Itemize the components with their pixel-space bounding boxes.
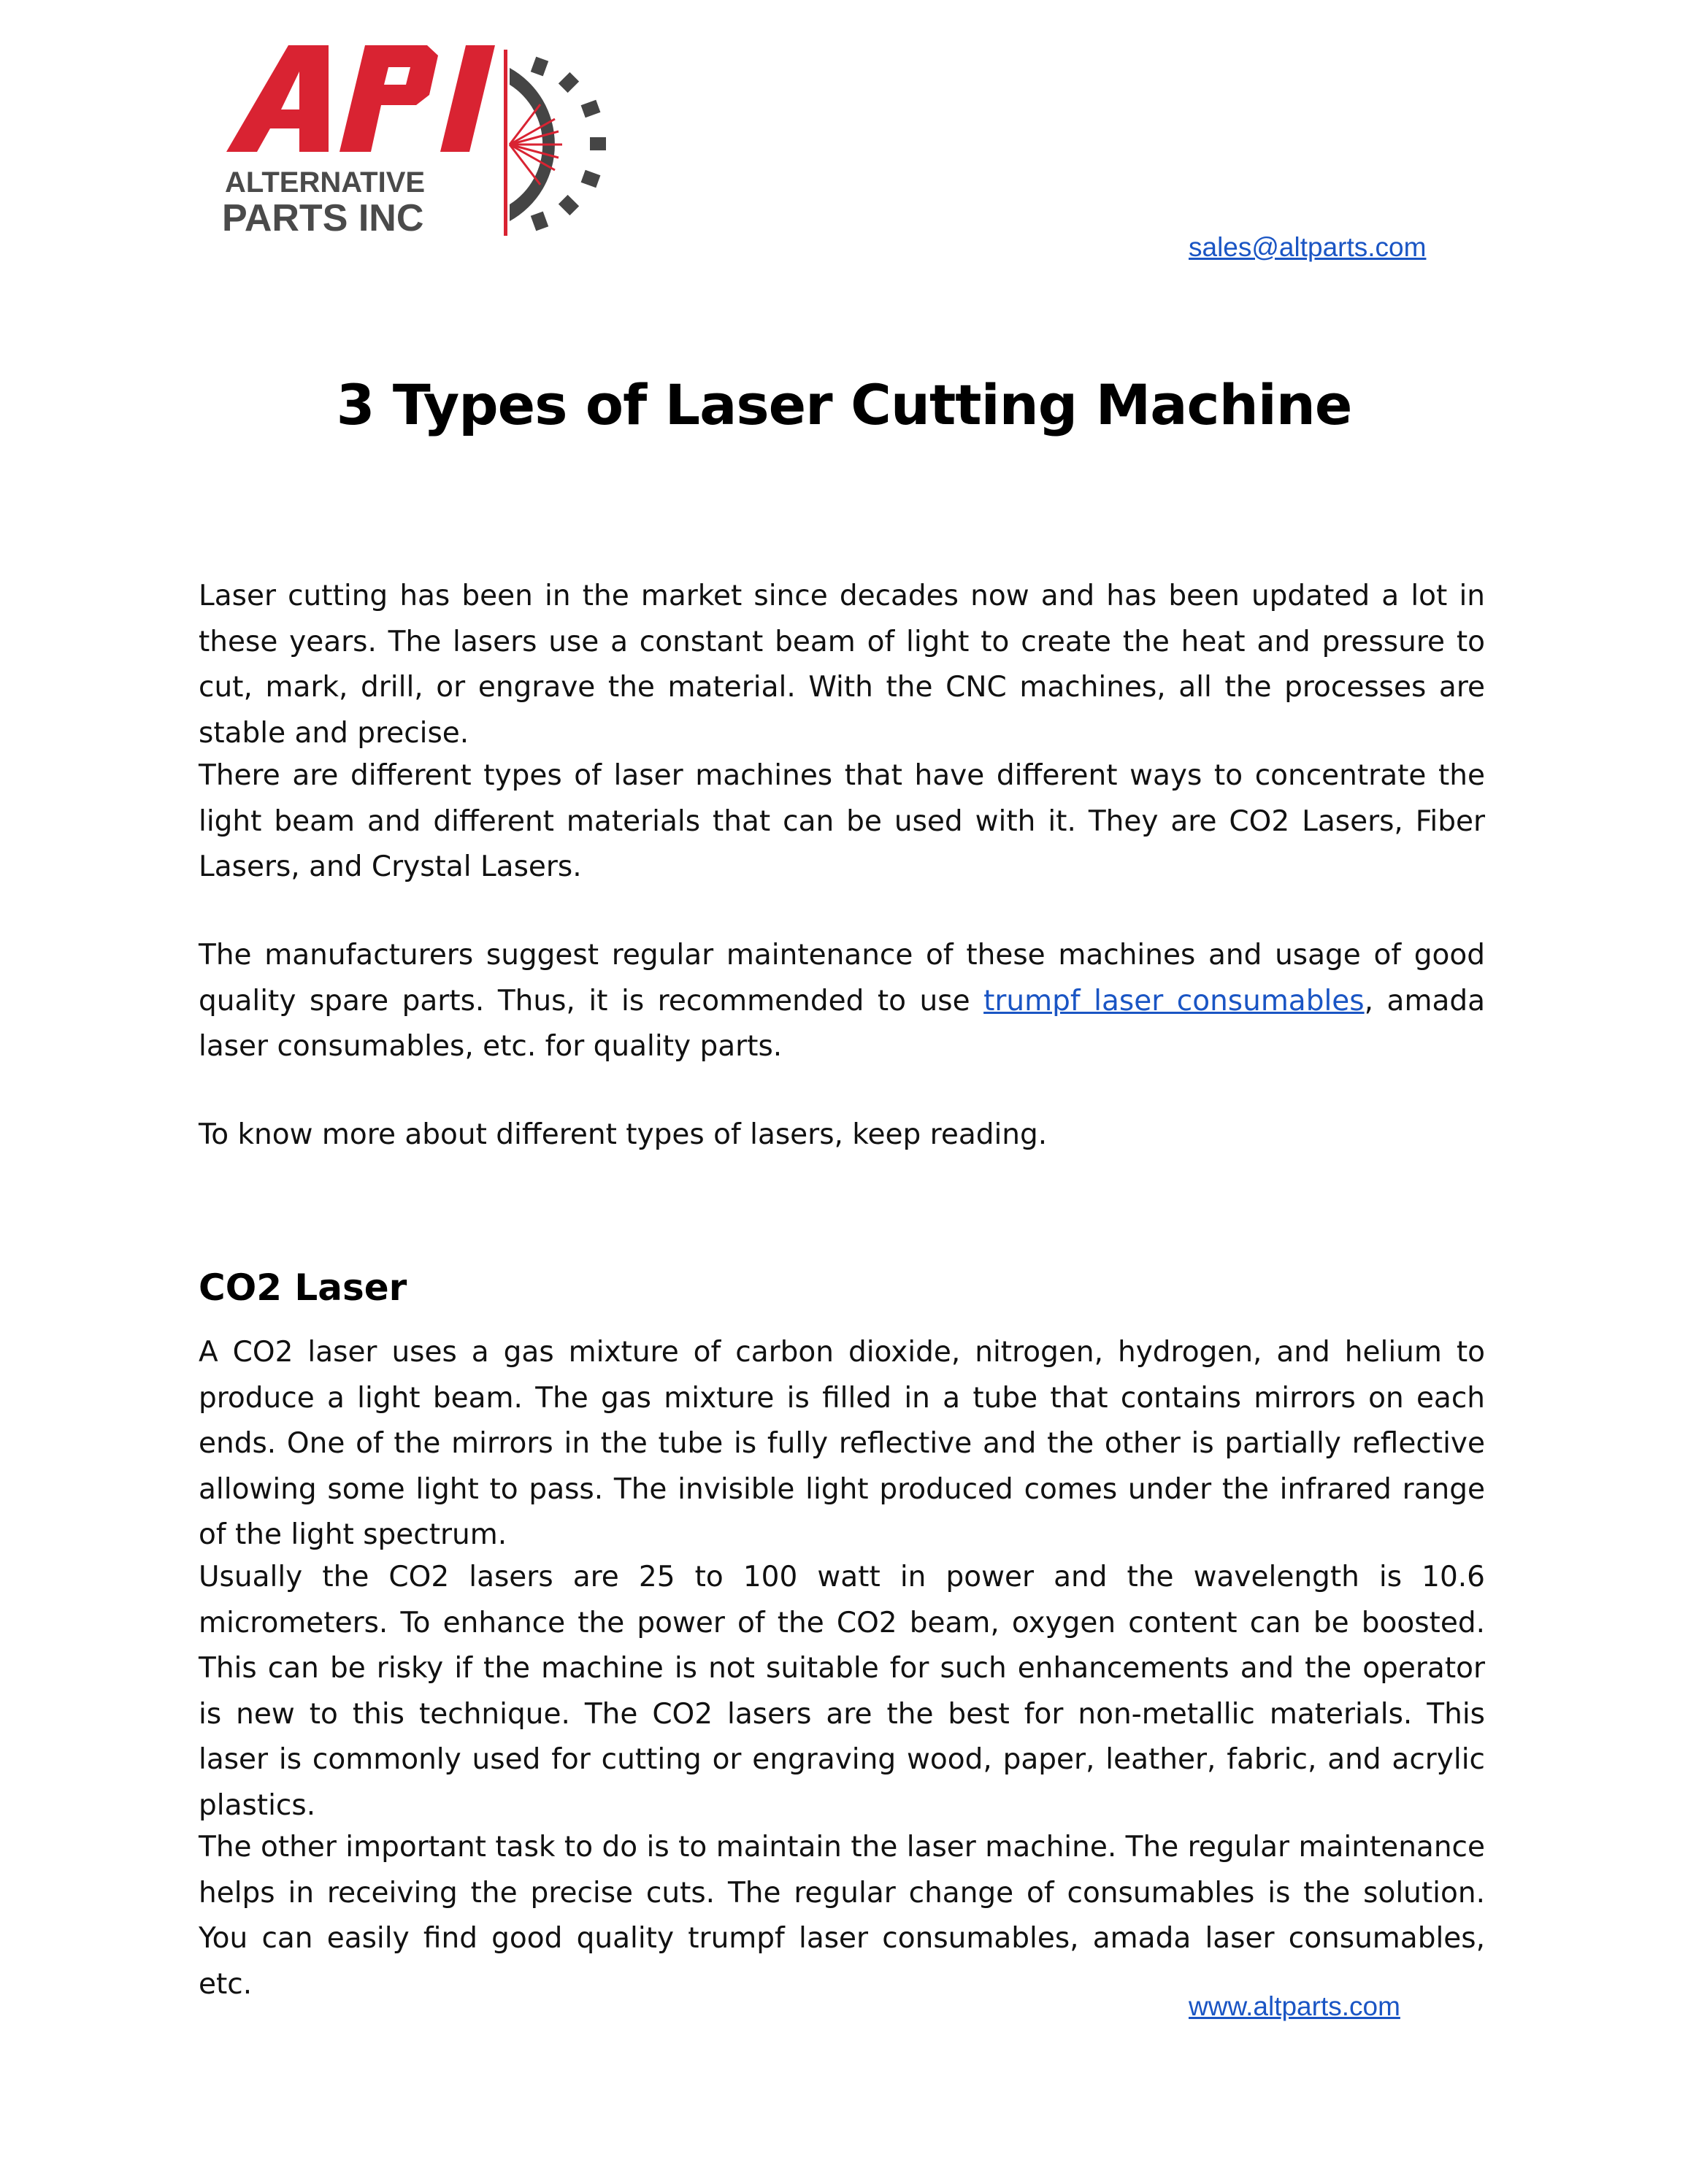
co2-paragraph-1: A CO2 laser uses a gas mixture of carbon dioxide, nitrogen, hydrogen, and helium to produce a light beam. The gas mixture is filled in a tube that contains mirrors on each ends. One of the mirrors in the tube is fully reflective and the other is partially reflective allowing some light to pass. The invisible light produced comes under the infrared range of the light spectrum. [199, 1336, 1485, 1551]
maintenance-paragraph [199, 933, 1485, 1070]
maintenance-text-after: , amada laser consumables, etc. for quality parts. [199, 984, 1485, 1063]
logo-line-1: ALTERNATIVE [225, 166, 426, 199]
trumpf-consumables-link[interactable]: trumpf laser consumables [983, 984, 1365, 1018]
lead-in-paragraph: To know more about different types of lasers, keep reading. [199, 1118, 1048, 1151]
logo-graphic [219, 42, 628, 247]
section-heading-co2-laser: CO2 Laser [199, 1266, 407, 1309]
intro-paragraph-1: Laser cutting has been in the market since decades now and has been updated a lot in these years. The lasers use a constant beam of light to create the heat and pressure to cut, mark, drill, or engrave the material. With the CNC machines, all the processes are stable and precise. [199, 580, 1485, 750]
email-link[interactable]: sales@altparts.com [1189, 232, 1427, 262]
website-link[interactable]: www.altparts.com [1189, 1991, 1400, 2021]
co2-paragraph-2: Usually the CO2 lasers are 25 to 100 watt in power and the wavelength is 10.6 micrometers. To enhance the power of the CO2 beam, oxygen content can be boosted. This can be risky if the machine is not suitable for such enhancements and the operator is new to this technique. The CO2 lasers are the best for non-metallic materials. This laser is commonly used for cutting or engraving wood, paper, leather, fabric, and acrylic plastics. [199, 1561, 1485, 1822]
page-title: 3 Types of Laser Cutting Machine [336, 372, 1352, 437]
intro-paragraph-2: There are different types of laser machines that have different ways to concentrate the light beam and different materials that can be used with it. They are CO2 Lasers, Fiber Lasers, and Crystal Lasers. [199, 759, 1485, 883]
maintenance-text-before: The manufacturers suggest regular maintenance of these machines and usage of good quality spare parts. Thus, it is recommended to use [199, 939, 1485, 1018]
co2-paragraph-3: The other important task to do is to maintain the laser machine. The regular maintenance helps in receiving the precise cuts. The regular change of consumables is the solution. You can easily find good quality trumpf laser consumables, amada laser consumables, etc. [199, 1831, 1485, 2001]
company-logo [219, 42, 628, 247]
logo-line-2: PARTS INC [222, 197, 424, 239]
